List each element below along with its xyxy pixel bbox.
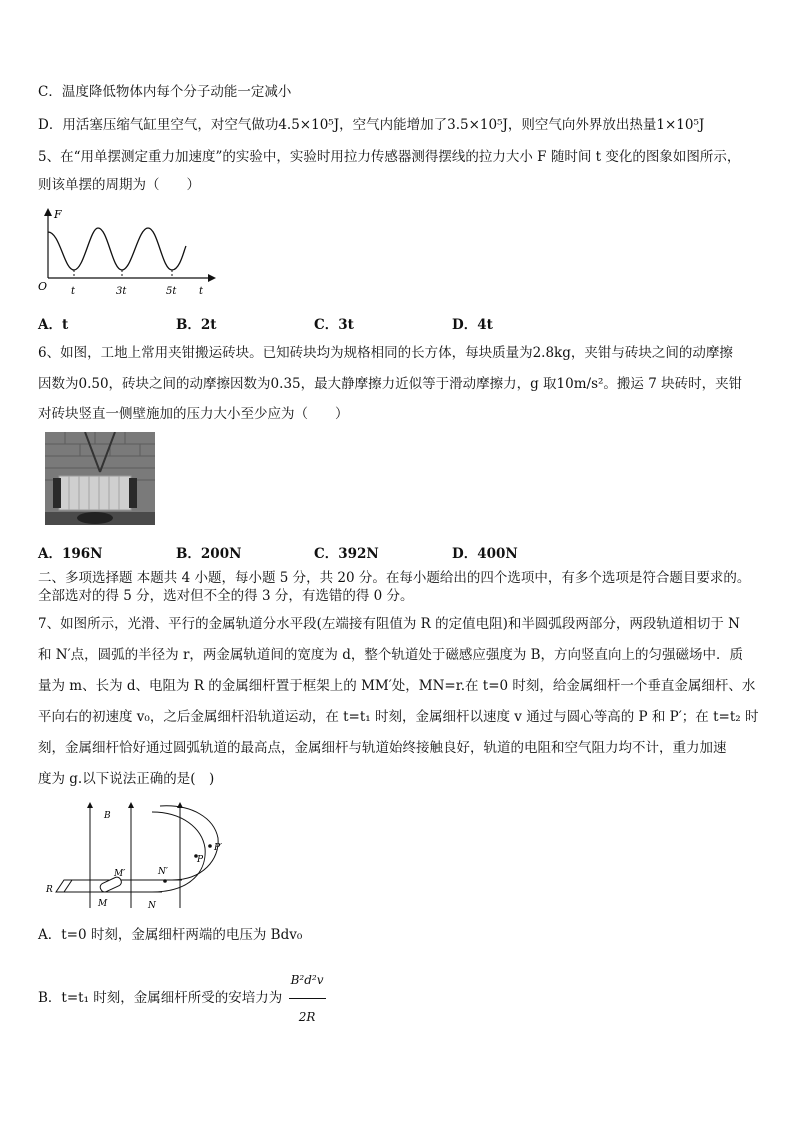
graph-x-label: t [199, 286, 204, 297]
q7-line6: 度为 g.以下说法正确的是( ) [38, 771, 215, 787]
graph-y-label: F [54, 208, 62, 221]
q7-option-a: A．t=0 时刻，金属细杆两端的电压为 Bdv₀ [38, 927, 303, 943]
q7-line3: 量为 m、长为 d、电阻为 R 的金属细杆置于框架上的 MM′处，MN=r.在 t=0 时刻，给金属细杆一个垂直金属细杆、水 [38, 678, 756, 694]
fig7-label-p-prime: P′ [214, 843, 223, 853]
q6-option-a: A．196N [38, 546, 103, 562]
q7-line5: 刻，金属细杆恰好通过圆弧轨道的最高点，金属细杆与轨道始终接触良好，轨道的电阻和空气阻力均不计，重力加速 [38, 740, 727, 756]
q6-option-b: B．200N [176, 546, 242, 562]
q6-line3: 对砖块竖直一侧壁施加的压力大小至少应为（ ） [38, 406, 349, 422]
fig7-label-m-prime: M′ [114, 869, 126, 879]
section2-line2: 全部选对的得 5 分，选对但不全的得 3 分，有选错的得 0 分。 [38, 588, 414, 604]
graph-origin: O [38, 280, 48, 293]
q5-option-c: C．3t [314, 317, 354, 333]
q5-force-time-graph [36, 206, 216, 298]
q7-option-b: B．t=t₁ 时刻，金属细杆所受的安培力为 [38, 990, 283, 1006]
fig7-label-r: R [46, 885, 53, 895]
section2-line1: 二、多项选择题 本题共 4 小题，每小题 5 分，共 20 分。在每小题给出的四个选项中，有多个选项是符合题目要求的。 [38, 570, 751, 586]
fraction-numerator: B²d²v [289, 962, 326, 999]
fig7-label-p: P [197, 855, 204, 865]
q5-line2: 则该单摆的周期为（ ） [38, 177, 200, 193]
q6-line2: 因数为0.50，砖块之间的动摩擦因数为0.35，最大静摩擦力近似等于滑动摩擦力，g 取10m/s²。搬运 7 块砖时，夹钳 [38, 376, 743, 392]
fig7-label-n: N [148, 901, 156, 911]
brick-clamp-photo [45, 432, 155, 525]
q6-option-c: C．392N [314, 546, 379, 562]
q5-option-a: A．t [38, 317, 69, 333]
fig7-label-b: B [104, 811, 111, 821]
ampere-force-fraction [289, 962, 326, 1035]
fig7-label-m: M [98, 899, 108, 909]
q5-option-b: B．2t [176, 317, 217, 333]
graph-tick-1: t [71, 286, 76, 297]
option-d-prev: D．用活塞压缩气缸里空气，对空气做功4.5×10⁵J，空气内能增加了3.5×10⁵J，则空气向外界放出热量1×10⁵J [38, 117, 705, 133]
q5-line1: 5、在“用单摆测定重力加速度”的实验中，实验时用拉力传感器测得摆线的拉力大小 F 随时间 t 变化的图象如图所示， [38, 149, 741, 165]
force-curve [48, 228, 186, 270]
q6-line1: 6、如图，工地上常用夹钳搬运砖块。已知砖块均为规格相同的长方体，每块质量为2.8kg，夹钳与砖块之间的动摩擦 [38, 345, 733, 361]
fraction-denominator: 2R [298, 1010, 316, 1024]
graph-tick-5: 5t [166, 286, 177, 297]
option-c-prev: C．温度降低物体内每个分子动能一定减小 [38, 84, 292, 100]
graph-tick-3: 3t [116, 286, 127, 297]
q5-option-d: D．4t [452, 317, 493, 333]
q7-line4: 平向右的初速度 v₀，之后金属细杆沿轨道运动，在 t=t₁ 时刻，金属细杆以速度 v 通过与圆心等高的 P 和 P′；在 t=t₂ 时 [38, 709, 759, 725]
q6-option-d: D．400N [452, 546, 518, 562]
q7-option-b-row [38, 962, 326, 1024]
q7-line2: 和 N′点，圆弧的半径为 r，两金属轨道间的宽度为 d，整个轨道处于磁感应强度为 B，方向竖直向上的匀强磁场中．质 [38, 647, 744, 663]
fig7-label-n-prime: N′ [158, 867, 168, 877]
q7-line1: 7、如图所示，光滑、平行的金属轨道分水平段(左端接有阻值为 R 的定值电阻)和半圆弧段两部分，两段轨道相切于 N [38, 616, 740, 632]
q7-rail-diagram [42, 800, 242, 912]
